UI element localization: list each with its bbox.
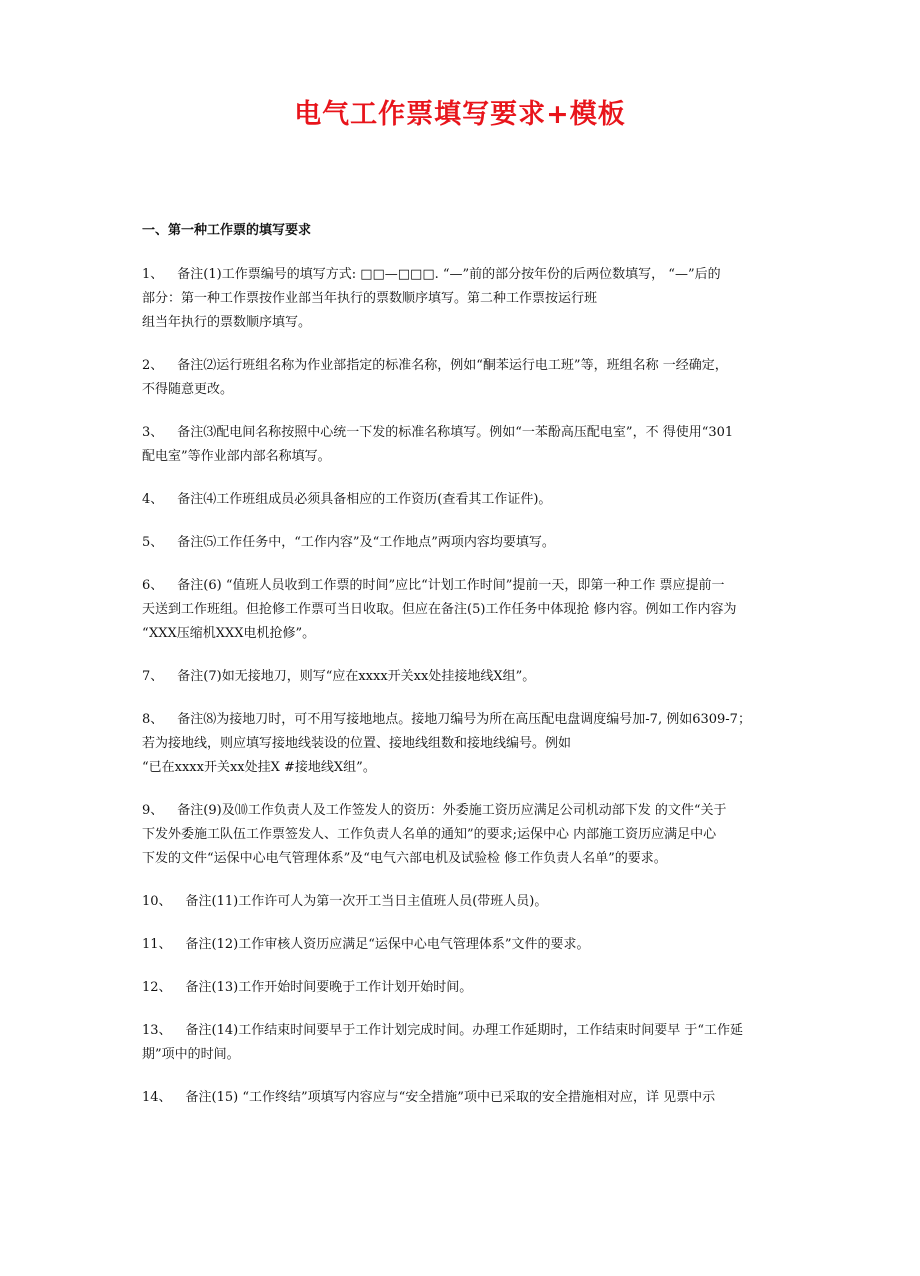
item-text: “已在xxxx开关xx处挂X #接地线X组”。 <box>142 760 376 775</box>
list-item <box>142 488 792 512</box>
item-text: 天送到工作班组。但抢修工作票可当日收取。但应在备注(5)工作任务中体现抢 修内容。例如工作内容为 <box>142 602 737 617</box>
list-item <box>142 976 792 1000</box>
item-line <box>142 574 792 598</box>
list-item <box>142 933 792 957</box>
document-title: 电气工作票填写要求+模板 <box>294 99 626 130</box>
item-line <box>142 354 792 378</box>
item-line <box>142 263 792 287</box>
list-item <box>142 665 792 689</box>
item-line <box>142 488 792 512</box>
list-item <box>142 890 792 914</box>
item-text: 下发外委施工队伍工作票签发人、工作负责人名单的通知”的要求;运保中心 内部施工资历应满足中心 <box>142 827 717 842</box>
item-text: “XXX压缩机XXX电机抢修”。 <box>142 626 316 641</box>
item-number: 5、 <box>142 535 164 550</box>
item-number: 7、 <box>142 669 164 684</box>
item-line <box>142 890 792 914</box>
item-text: 备注(14)工作结束时间要早于工作计划完成时间。办理工作延期时，工作结束时间要早 于“工作延 <box>185 1023 744 1038</box>
item-line <box>142 732 792 756</box>
list-item <box>142 708 792 780</box>
item-text: 不得随意更改。 <box>142 382 234 397</box>
item-line <box>142 1019 792 1043</box>
item-number: 10、 <box>142 894 172 909</box>
item-text: 若为接地线，则应填写接地线装设的位置、接地线组数和接地线编号。例如 <box>142 736 572 751</box>
item-text: 备注(6) “值班人员收到工作票的时间”应比“计划工作时间”提前一天，即第一种工作 票应提前一 <box>177 578 725 593</box>
item-line <box>142 933 792 957</box>
item-line <box>142 622 792 646</box>
item-line <box>142 445 792 469</box>
item-number: 4、 <box>142 492 164 507</box>
item-text: 备注(12)工作审核人资历应满足“运保中心电气管理体系”文件的要求。 <box>185 937 590 952</box>
item-line <box>142 976 792 1000</box>
item-number: 6、 <box>142 578 164 593</box>
item-text: 备注⑸工作任务中，“工作内容”及“工作地点”两项内容均要填写。 <box>177 535 555 550</box>
item-text: 下发的文件“运保中心电气管理体系”及“电气六部电机及试验检 修工作负责人名单”的要求。 <box>142 851 667 866</box>
item-line <box>142 799 792 823</box>
item-number: 14、 <box>142 1090 172 1105</box>
item-line <box>142 756 792 780</box>
item-line <box>142 823 792 847</box>
item-line <box>142 1086 792 1110</box>
item-line <box>142 421 792 445</box>
item-text: 备注(15) “工作终结”项填写内容应与“安全措施”项中已采取的安全措施相对应，详 见票中示 <box>185 1090 716 1105</box>
list-item <box>142 421 792 469</box>
item-number: 11、 <box>142 937 172 952</box>
item-number: 8、 <box>142 712 164 727</box>
item-text: 备注⑻为接地刀时，可不用写接地地点。接地刀编号为所在高压配电盘调度编号加-7, 例如6309-7； <box>177 712 751 727</box>
item-number: 3、 <box>142 425 164 440</box>
section-heading: 一、第一种工作票的填写要求 <box>142 223 312 238</box>
item-text: 配电室”等作业部内部名称填写。 <box>142 449 331 464</box>
requirements-list <box>142 263 792 1129</box>
item-text: 备注(1)工作票编号的填写方式: □□—□□□. “—”前的部分按年份的后两位数填写， “—”后的 <box>177 267 721 282</box>
item-text: 备注(11)工作许可人为第一次开工当日主值班人员(带班人员)。 <box>185 894 548 909</box>
item-line <box>142 311 792 335</box>
item-line <box>142 531 792 555</box>
item-line <box>142 708 792 732</box>
list-item <box>142 1086 792 1110</box>
item-text: 备注(9)及⑽工作负责人及工作签发人的资历：外委施工资历应满足公司机动部下发 的文件“关于 <box>177 803 727 818</box>
list-item <box>142 263 792 335</box>
item-text: 期”项中的时间。 <box>142 1047 240 1062</box>
item-text: 组当年执行的票数顺序填写。 <box>142 315 312 330</box>
list-item <box>142 354 792 402</box>
item-text: 备注(13)工作开始时间要晚于工作计划开始时间。 <box>185 980 473 995</box>
list-item <box>142 1019 792 1067</box>
item-line <box>142 598 792 622</box>
list-item <box>142 799 792 871</box>
item-number: 1、 <box>142 267 164 282</box>
item-line <box>142 287 792 311</box>
item-number: 2、 <box>142 358 164 373</box>
item-text: 备注⑷工作班组成员必须具备相应的工作资历(查看其工作证件)。 <box>177 492 552 507</box>
item-text: 备注(7)如无接地刀，则写“应在xxxx开关xx处挂接地线X组”。 <box>177 669 536 684</box>
item-text: 部分：第一种工作票按作业部当年执行的票数顺序填写。第二种工作票按运行班 <box>142 291 598 306</box>
item-text: 备注⑶配电间名称按照中心统一下发的标准名称填写。例如“一苯酚高压配电室”，不 得使用“301 <box>177 425 734 440</box>
item-number: 9、 <box>142 803 164 818</box>
item-line <box>142 665 792 689</box>
item-text: 备注⑵运行班组名称为作业部指定的标准名称，例如“酮苯运行电工班”等，班组名称 一经确定， <box>177 358 728 373</box>
list-item <box>142 574 792 646</box>
list-item <box>142 531 792 555</box>
item-number: 12、 <box>142 980 172 995</box>
item-line <box>142 847 792 871</box>
item-line <box>142 1043 792 1067</box>
item-number: 13、 <box>142 1023 172 1038</box>
item-line <box>142 378 792 402</box>
